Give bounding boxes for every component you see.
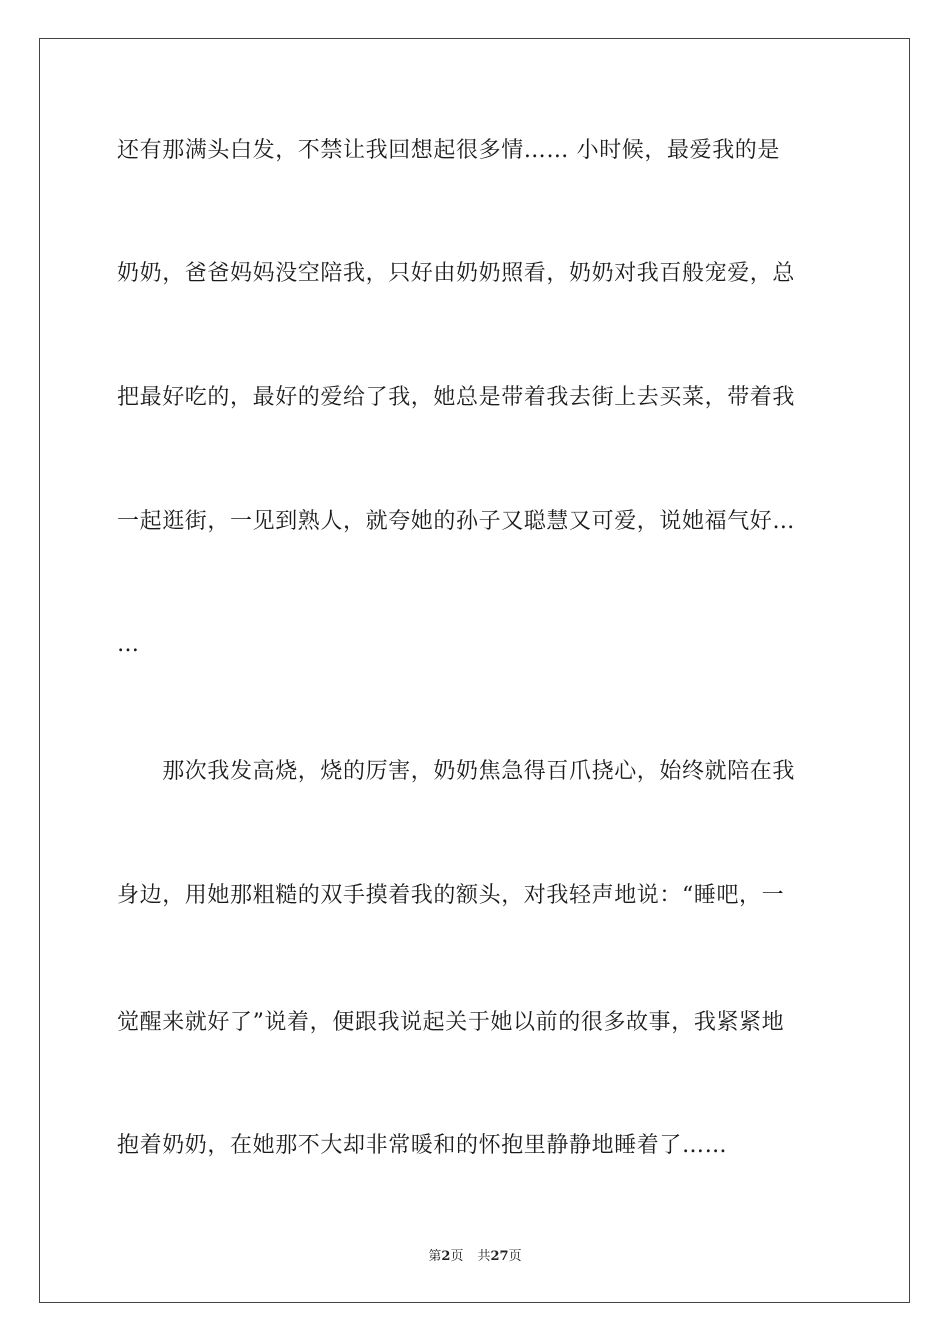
footer-page-suffix: 页 xyxy=(450,1249,464,1264)
text-line-4: 一起逛街，一见到熟人，就夸她的孙子又聪慧又可爱，说她福气好… xyxy=(117,509,796,534)
text-line-2: 奶奶，爸爸妈妈没空陪我，只好由奶奶照看，奶奶对我百般宠爱，总 xyxy=(117,261,796,286)
footer-page-current: 2 xyxy=(441,1249,451,1264)
text-line-5: … xyxy=(117,632,140,657)
text-line-8: 觉醒来就好了”说着，便跟我说起关于她以前的很多故事，我紧紧地 xyxy=(117,1010,785,1035)
footer-total-prefix: 共 xyxy=(477,1249,491,1264)
page-border xyxy=(39,38,910,1303)
footer-total-suffix: 页 xyxy=(508,1249,522,1264)
text-line-7: 身边，用她那粗糙的双手摸着我的额头，对我轻声地说：“睡吧，一 xyxy=(117,883,785,908)
text-line-6: 那次我发高烧，烧的厉害，奶奶焦急得百爪挠心，始终就陪在我 xyxy=(117,759,796,784)
text-line-3: 把最好吃的，最好的爱给了我，她总是带着我去街上去买菜，带着我 xyxy=(117,385,796,410)
text-line-1: 还有那满头白发，不禁让我回想起很多情…… 小时候，最爱我的是 xyxy=(117,138,780,163)
page-footer xyxy=(0,1248,950,1266)
footer-page-total: 27 xyxy=(490,1249,509,1264)
text-line-9: 抱着奶奶，在她那不大却非常暖和的怀抱里静静地睡着了…… xyxy=(117,1133,728,1158)
footer-page-prefix: 第 xyxy=(428,1249,442,1264)
